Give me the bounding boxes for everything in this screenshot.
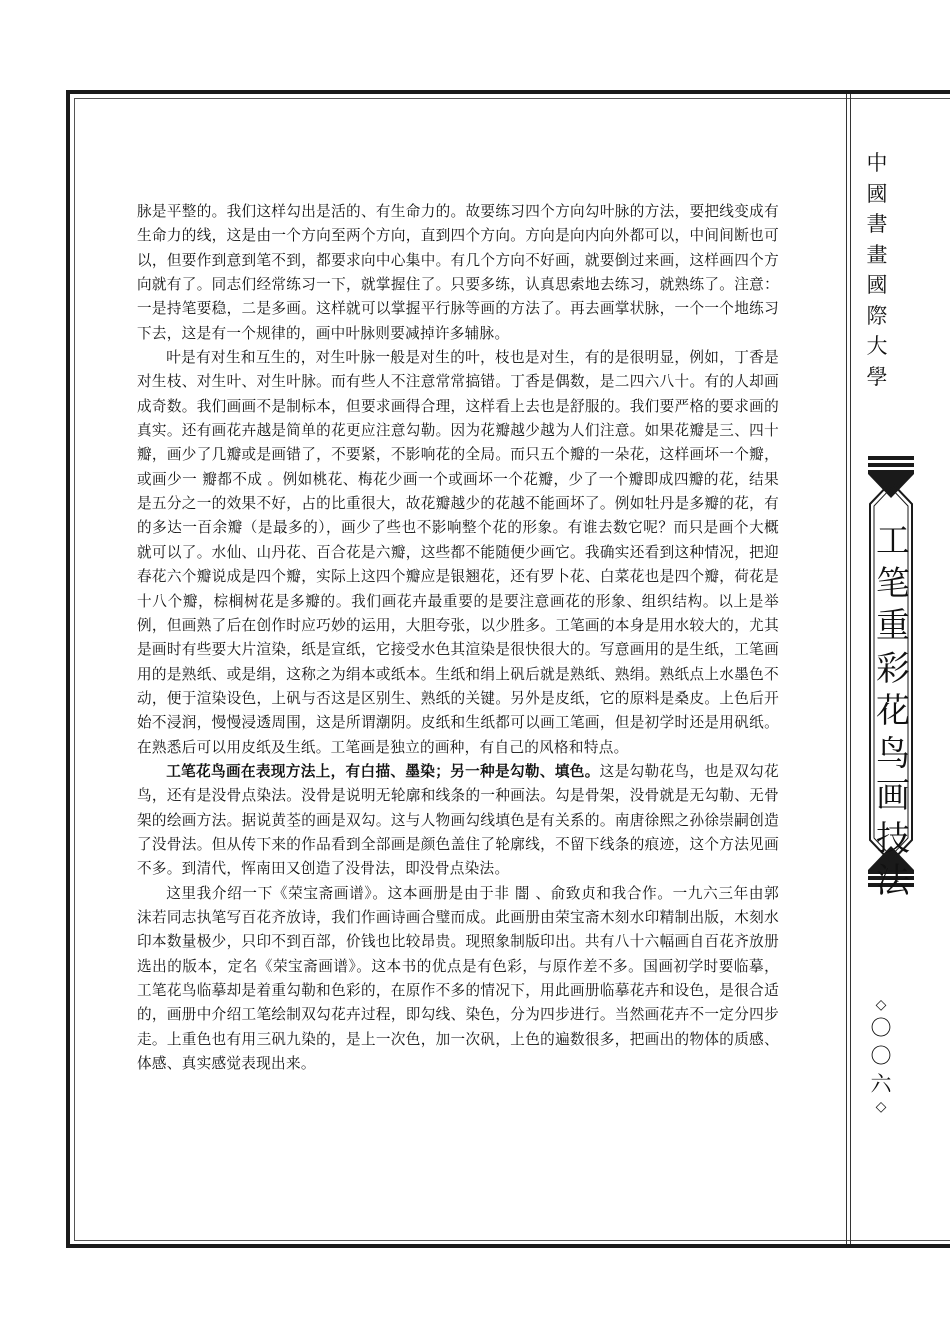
series-title-char: 國 xyxy=(866,273,888,297)
diamond-icon: ◇ xyxy=(875,997,887,1013)
page-number-digit: 六 xyxy=(870,1072,892,1096)
series-title-char: 畫 xyxy=(866,242,888,267)
series-title-char: 書 xyxy=(866,212,888,236)
page-number-digit: 〇 xyxy=(870,1044,892,1068)
book-title-char: 重 xyxy=(876,606,910,646)
panel-top-bar-2 xyxy=(868,463,914,467)
paragraph-2: 叶是有对生和互生的，对生叶脉一般是对生的叶，枝也是对生，有的是很明显，例如，丁香是对生枝、对生叶、对生叶脉。而有些人不注意常常搞错。丁香是偶数，是二四六八十。有的人却画成奇数。我们画画不是制标本，但要求画得合理，这样看上去也是舒服的。我们要严格的要求画的真实。还有画花卉越是简单的花更应注意勾勒。因为花瓣越少越为人们注意。如果花瓣是三、四十瓣，画少了几瓣或是画错了，不要紧，不影响花的全局。而只五个瓣的一朵花，这样画坏一个瓣，或画少一 瓣都不成 。例如桃花、梅花少画一个或画坏一个花瓣，少了一个瓣即成四瓣的花，结果是五分之一的效果不好，占的比重很大，故花瓣越少的花越不能画坏了。例如牡丹是多瓣的花，有的多达一百余瓣（是最多的），画少了些也不影响整个花的形象。有谁去数它呢？而只是画个大概就可以了。水仙、山丹花、百合花是六瓣，这些都不能随便少画它。我确实还看到这种情况，把迎春花六个瓣说成是四个瓣，实际上这四个瓣应是银翘花，还有罗卜花、白菜花也是四个瓣，荷花是十八个瓣，棕榈树花是多瓣的。我们画花卉最重要的是要注意画花的形象、组织结构。以上是举例，但画熟了后在创作时应巧妙的运用，大胆夸张，以少胜多。工笔画的本身是用水较大的，尤其是画时有些要大片渲染，纸是宣纸，它接受水色其渲染是很快很大的。写意画用的是生纸，工笔画用的是熟纸、或是绢，这称之为绢本或纸本。生纸和绢上矾后就是熟纸、熟绢。熟纸点上水墨色不动，便于渲染设色，上矾与否这是区别生、熟纸的关键。另外是皮纸，它的原料是桑皮。上色后开始不浸润，慢慢浸透周围，这是所谓潮阴。皮纸和生纸都可以画工笔画，但是初学时还是用矾纸。在熟悉后可以用皮纸及生纸。工笔画是独立的画种，有自己的风格和特点。 xyxy=(137,349,779,756)
series-title-char: 學 xyxy=(866,364,888,389)
book-title-char: 技 xyxy=(876,818,910,859)
series-title-char: 際 xyxy=(866,303,888,328)
series-title xyxy=(862,148,892,392)
series-title-char: 大 xyxy=(866,334,888,358)
page-number xyxy=(864,996,898,1116)
series-title-char: 中 xyxy=(866,151,888,175)
book-title-char: 工 xyxy=(876,521,910,561)
paragraph-3-text: 这是勾勒花鸟，也是双勾花鸟，还有是没骨点染法。没骨是说明无轮廓和线条的一种画法。勾是骨架，没骨就是无勾勒、无骨架的绘画方法。据说黄荃的画是双勾。这与人物画勾线填色是有关系的。南唐徐熙之孙徐崇嗣创造了没骨法。但从传下来的作品看到全部画是颜色盖住了轮廓线，不留下线条的痕迹，这个方法见画不多。到清代，恽南田又创造了没骨法，即没骨点染法。 xyxy=(137,762,779,878)
panel-top-bar xyxy=(868,456,914,460)
page-number-digit: 〇 xyxy=(870,1016,892,1040)
book-title-char: 彩 xyxy=(876,648,910,689)
sidebar-divider-inner xyxy=(850,94,851,1244)
paragraph-3 xyxy=(137,760,779,882)
paragraph-3-lead: 工笔花鸟画在表现方法上，有白描、墨染；另一种是勾勒、填色。 xyxy=(166,762,600,780)
book-title-char: 画 xyxy=(876,776,910,816)
sidebar-divider xyxy=(846,94,847,1244)
paragraph-1: 脉是平整的。我们这样勾出是活的、有生命力的。故要练习四个方向勾叶脉的方法，要把线变成有生命力的线，这是由一个方向至两个方向，直到四个方向。方向是向内向外都可以，中间间断也可以，但要作到意到笔不到，都要求向中心集中。有几个方向不好画，就要倒过来画，这样画四个方向就有了。同志们经常练习一下，就掌握住了。只要多练，认真思索地去练习，就熟练了。注意：一是持笔要稳，二是多画。这样就可以掌握平行脉等画的方法了。再去画掌状脉，一个一个地练习下去，这是有一个规律的，画中叶脉则要减掉许多辅脉。 xyxy=(137,203,779,342)
book-title-char: 法 xyxy=(876,861,910,901)
series-title-char: 國 xyxy=(866,181,888,206)
book-title-char: 鸟 xyxy=(876,733,910,774)
book-title-char: 花 xyxy=(876,691,910,731)
diamond-icon: ◇ xyxy=(875,1099,887,1115)
body-text xyxy=(137,200,779,1076)
book-title-char: 笔 xyxy=(876,563,910,604)
book-title xyxy=(868,520,918,903)
paragraph-4: 这里我介绍一下《荣宝斋画谱》。这本画册是由于非 闇 、俞致贞和我合作。一九六三年由郭沫若同志执笔写百花齐放诗，我们作画诗画合璧而成。此画册由荣宝斋木刻水印精制出版，木刻水印本数量极少，只印不到百部，价钱也比较昂贵。现照象制版印出。共有八十六幅画自百花齐放册选出的版本，定名《荣宝斋画谱》。这本书的优点是有色彩，与原作差不多。国画初学时要临摹，工笔花鸟临摹却是着重勾勒和色彩的，在原作不多的情况下，用此画册临摹花卉和设色，是很合适的，画册中介绍工笔绘制双勾花卉过程，即勾线、染色，分为四步进行。当然画花卉不一定分四步走。上重色也有用三矾九染的，是上一次色，加一次矾，上色的遍数很多，把画出的物体的质感、体感、真实感觉表现出来。 xyxy=(137,884,779,1073)
